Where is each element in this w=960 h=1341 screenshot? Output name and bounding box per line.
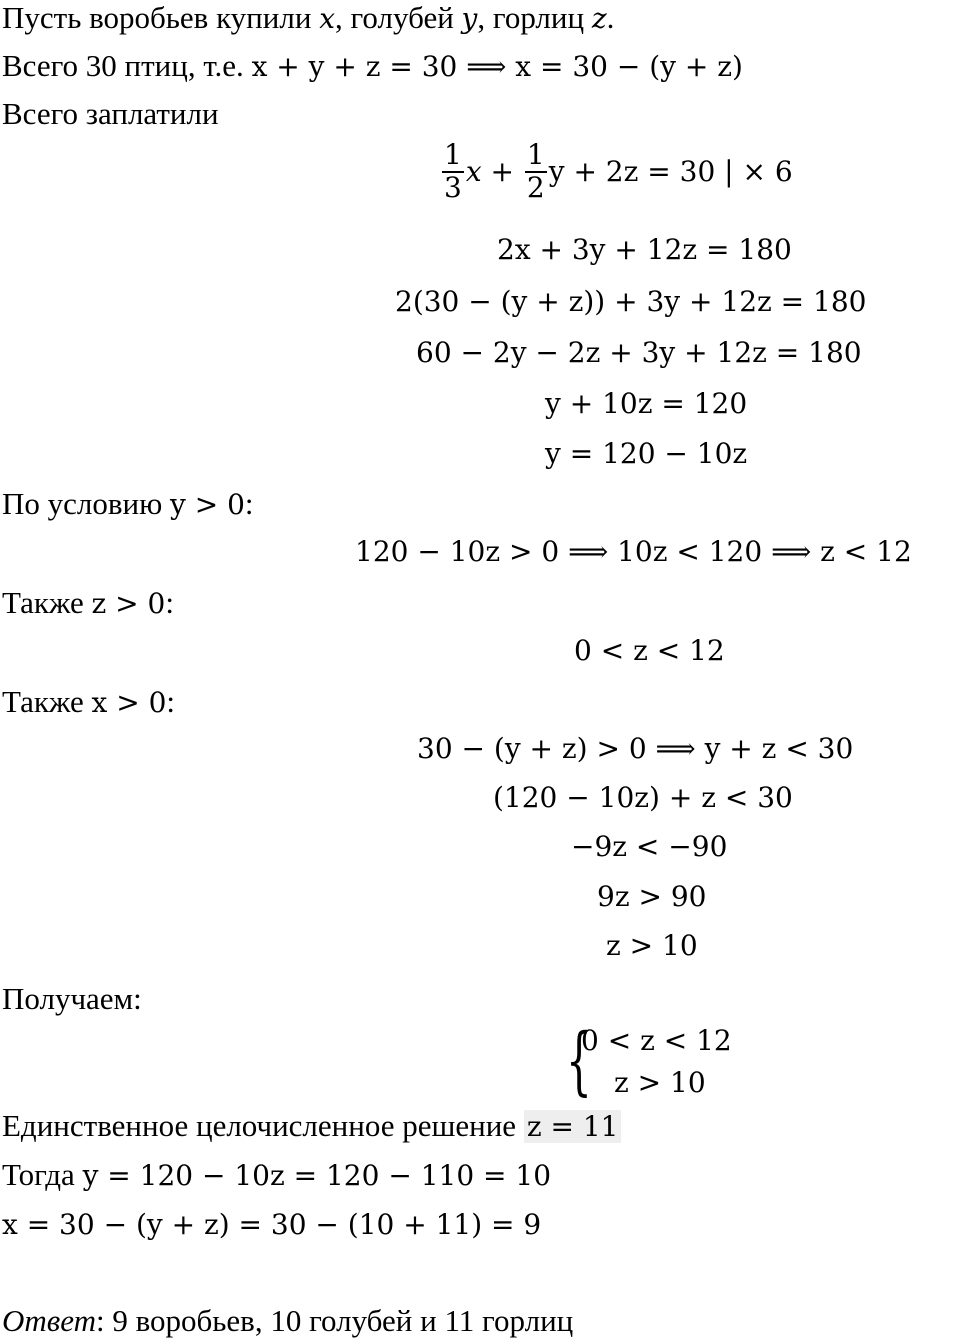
x-result-line: [2, 1208, 541, 1239]
equation-paid-tail: y + 2z = 30 | × 6: [548, 154, 793, 188]
condition-x-equation-3: −9z < −90: [571, 830, 728, 863]
var-y: y: [461, 2, 478, 35]
intro-line-1-mid: , голубей: [334, 0, 454, 35]
equation-4: 60 − 2y − 2z + 3y + 12z = 180: [416, 336, 862, 369]
condition-x-math: x > 0: [91, 686, 167, 719]
condition-x-line: Также x > 0:: [2, 684, 176, 719]
intro-line-2: [2, 50, 743, 81]
equation-2: 2x + 3y + 12z = 180: [497, 233, 792, 266]
condition-z-equation: 0 < z < 12: [574, 634, 725, 667]
then-math: y = 120 − 10z = 120 − 110 = 10: [82, 1159, 552, 1192]
answer-line: [2, 1305, 573, 1336]
intro-line-1-text: Пусть воробьев купили: [2, 0, 312, 35]
condition-x-equation-5: z > 10: [606, 929, 698, 962]
condition-x-equation-2: (120 − 10z) + z < 30: [493, 781, 793, 814]
answer-text: : 9 воробьев, 10 голубей и 11 горлиц: [95, 1303, 574, 1338]
equation-5: y + 10z = 120: [545, 387, 748, 420]
fraction-one-third: $\frac{1}{3}$: [444, 138, 462, 204]
intro-line-3-text: Всего заплатили: [2, 96, 219, 131]
var-z: z: [591, 2, 607, 35]
condition-x-equation-1: 30 − (y + z) > 0 ⟹ y + z < 30: [417, 732, 854, 765]
system-line-1: 0 < z < 12: [581, 1024, 732, 1057]
unique-solution-line: Единственное целочисленное решение z = 11: [2, 1110, 621, 1141]
equation-3: 2(30 − (y + z)) + 3y + 12z = 180: [395, 285, 867, 318]
system-brace-icon: {: [566, 1018, 592, 1104]
intro-line-1-mid2: , горлиц: [477, 0, 585, 35]
equation-paid-fractions: $\frac{1}{3}$ x + $\frac{1}{2}$ y + 2z = 30 | × 6: [444, 138, 793, 204]
equation-6: y = 120 − 10z: [545, 437, 748, 470]
system-line-2: z > 10: [614, 1066, 706, 1099]
x-result-math: x = 30 − (y + z) = 30 − (10 + 11) = 9: [2, 1208, 542, 1241]
condition-y-math: y > 0: [170, 488, 245, 521]
intro-line-1-end: .: [606, 0, 615, 35]
intro-line-1: [2, 2, 614, 33]
fraction-one-half: $\frac{1}{2}$: [526, 138, 545, 204]
unique-solution-math: z = 11: [524, 1110, 622, 1143]
var-x: x: [319, 2, 335, 35]
condition-y-line: По условию y > 0:: [2, 486, 254, 521]
condition-y-equation: 120 − 10z > 0 ⟹ 10z < 120 ⟹ z < 12: [355, 535, 912, 568]
condition-z-line: Также z > 0:: [2, 585, 174, 620]
intro-line-2-math: x + y + z = 30 ⟹ x = 30 − (y + z): [251, 50, 743, 83]
condition-z-math: z > 0: [91, 587, 166, 620]
then-line: Тогда y = 120 − 10z = 120 − 110 = 10: [2, 1157, 552, 1192]
result-label: Получаем:: [2, 981, 142, 1016]
answer-label: Ответ: [2, 1303, 96, 1338]
condition-x-equation-4: 9z > 90: [597, 880, 707, 913]
intro-line-3: [2, 98, 219, 129]
intro-line-2-text: Всего 30 птиц, т.е.: [2, 48, 244, 83]
